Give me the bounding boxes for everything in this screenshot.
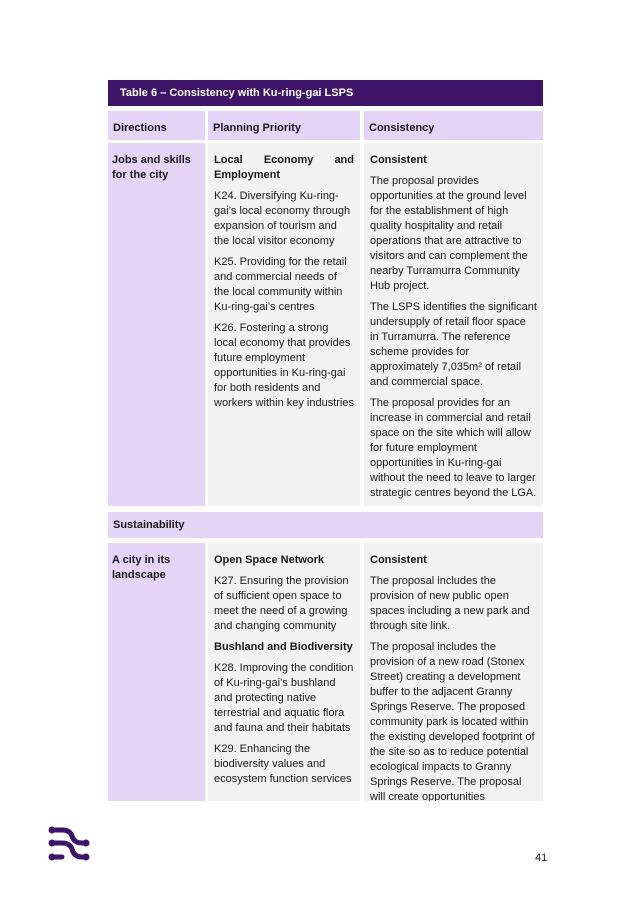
row2-direction: A city in its landscape <box>108 543 205 801</box>
heading-word: and <box>334 154 354 166</box>
consistency-paragraph: The proposal provides for an increase in commercial and retail space on the site which will allow for future employment opportunities in Ku-ring-gai without the need to leave to larger strategic centres beyond the LGA. <box>370 397 537 499</box>
row2-consistency-heading: Consistent <box>370 554 427 566</box>
priority-item-k26: K26. Fostering a strong local economy that provides future employment opportunities in Ku-ring-gai for both residents and workers within key industries <box>214 322 354 409</box>
priority-item-k29: K29. Enhancing the biodiversity values and ecosystem function services <box>214 743 352 785</box>
open-space-heading: Open Space Network <box>214 554 325 566</box>
section-sustainability: Sustainability <box>108 512 543 538</box>
consistency-paragraph: The proposal includes the provision of a new road (Stonex Street) creating a development buffer to the adjacent Granny Springs Reserve. The proposed community park is located within the existing developed footprint of the site so as to reduce potential ecological impacts to Granny Springs Reserve. The proposal will create opportunities <box>370 641 535 801</box>
row2-priority <box>208 543 360 801</box>
consistency-paragraph: The proposal provides opportunities at the ground level for the establishment of high quality hospitality and retail operations that are attractive to visitors and can complement the nearby Turramurra Community Hub project. <box>370 175 528 292</box>
row1-consistency-heading: Consistent <box>370 154 427 166</box>
row1-direction: Jobs and skills for the city <box>108 143 205 506</box>
consistency-paragraph: The LSPS identifies the significant undersupply of retail floor space in Turramurra. The reference scheme provides for approximately 7,035m² of retail and commercial space. <box>370 301 537 388</box>
row1-priority-heading-line2: Employment <box>214 169 281 181</box>
priority-item-k27: K27. Ensuring the provision of sufficient open space to meet the need of a growing and changing community <box>214 575 349 632</box>
header-planning-priority: Planning Priority <box>208 111 360 140</box>
table-title: Table 6 – Consistency with Ku-ring-gai LSPS <box>108 80 543 106</box>
header-consistency: Consistency <box>364 111 543 140</box>
row2-consistency <box>364 543 543 801</box>
bushland-heading: Bushland and Biodiversity <box>214 641 353 653</box>
header-directions: Directions <box>108 111 205 140</box>
page-number: 41 <box>535 852 548 864</box>
heading-word: Local <box>214 154 243 166</box>
priority-item-k28: K28. Improving the condition of Ku-ring-gai’s bushland and protecting native terrestrial and aquatic flora and fauna and their habitats <box>214 662 354 734</box>
priority-item-k24: K24. Diversifying Ku-ring-gai’s local economy through expansion of tourism and the local visitor economy <box>214 190 351 247</box>
row1-priority <box>208 143 360 506</box>
heading-word: Economy <box>263 154 314 166</box>
logo-icon <box>48 826 90 862</box>
consistency-paragraph: The proposal includes the provision of new public open spaces including a new park and through site link. <box>370 575 530 632</box>
row1-consistency <box>364 143 543 506</box>
priority-item-k25: K25. Providing for the retail and commercial needs of the local community within Ku-ring-gai’s centres <box>214 256 347 313</box>
row1-priority-heading <box>214 153 354 168</box>
